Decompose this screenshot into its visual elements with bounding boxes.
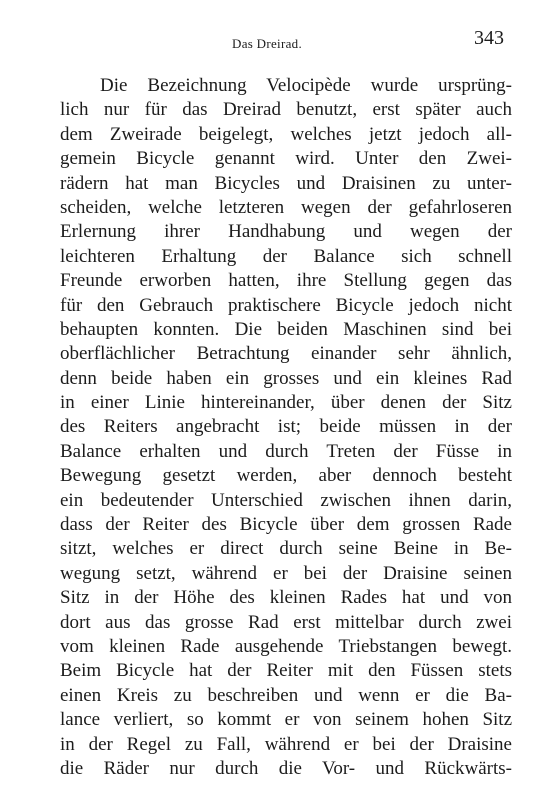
body-paragraph <box>60 74 512 781</box>
text-line: für den Gebrauch praktischere Bicycle jedoch nicht <box>60 294 512 316</box>
text-line: lich nur für das Dreirad benutzt, erst später auch <box>60 99 512 121</box>
text-line: Bewegung gesetzt werden, aber dennoch besteht <box>60 465 512 487</box>
text-line: Sitz in der Höhe des kleinen Rades hat und von <box>60 587 512 609</box>
text-line: des Reiters angebracht ist; beide müssen in der <box>60 416 512 438</box>
text-line: lance verliert, so kommt er von seinem hohen Sitz <box>60 709 512 731</box>
text-line: in einer Linie hintereinander, über denen der Sitz <box>60 392 512 414</box>
text-line: ein bedeutender Unterschied zwischen ihnen darin, <box>60 489 512 511</box>
text-line: leichteren Erhaltung der Balance sich schnell <box>60 245 512 267</box>
text-line: denn beide haben ein grosses und ein kleines Rad <box>60 367 512 389</box>
running-head-title: Das Dreirad. <box>232 36 303 51</box>
text-line: dort aus das grosse Rad erst mittelbar durch zwei <box>60 611 512 633</box>
text-line: dass der Reiter des Bicycle über dem grossen Rade <box>60 514 512 536</box>
text-line: die Räder nur durch die Vor- und Rückwärts- <box>60 757 512 779</box>
text-line: Freunde erworben hatten, ihre Stellung gegen das <box>60 270 512 292</box>
page-number: 343 <box>474 27 504 49</box>
text-line: oberflächlicher Betrachtung einander sehr ähnlich, <box>60 343 512 365</box>
text-line: vom kleinen Rade ausgehende Triebstangen bewegt. <box>60 635 512 657</box>
text-line: Erlernung ihrer Handhabung und wegen der <box>60 221 512 243</box>
text-line: Balance erhalten und durch Treten der Füsse in <box>60 440 512 462</box>
text-line: wegung setzt, während er bei der Draisine seinen <box>60 562 512 584</box>
text-line: scheiden, welche letzteren wegen der gefahrloseren <box>60 196 512 218</box>
text-line: Die Bezeichnung Velocipède wurde ursprüng- <box>100 75 512 96</box>
text-line: behaupten konnten. Die beiden Maschinen sind bei <box>60 318 512 340</box>
text-line: Beim Bicycle hat der Reiter mit den Füssen stets <box>60 660 512 682</box>
text-line: rädern hat man Bicycles und Draisinen zu unter- <box>60 172 512 194</box>
text-line: in der Regel zu Fall, während er bei der Draisine <box>60 733 512 755</box>
text-line: einen Kreis zu beschreiben und wenn er die Ba- <box>60 684 512 706</box>
text-line: gemein Bicycle genannt wird. Unter den Zwei- <box>60 148 512 170</box>
text-line: sitzt, welches er direct durch seine Beine in Be- <box>60 538 512 560</box>
text-line: dem Zweirade beigelegt, welches jetzt jedoch all- <box>60 123 512 145</box>
